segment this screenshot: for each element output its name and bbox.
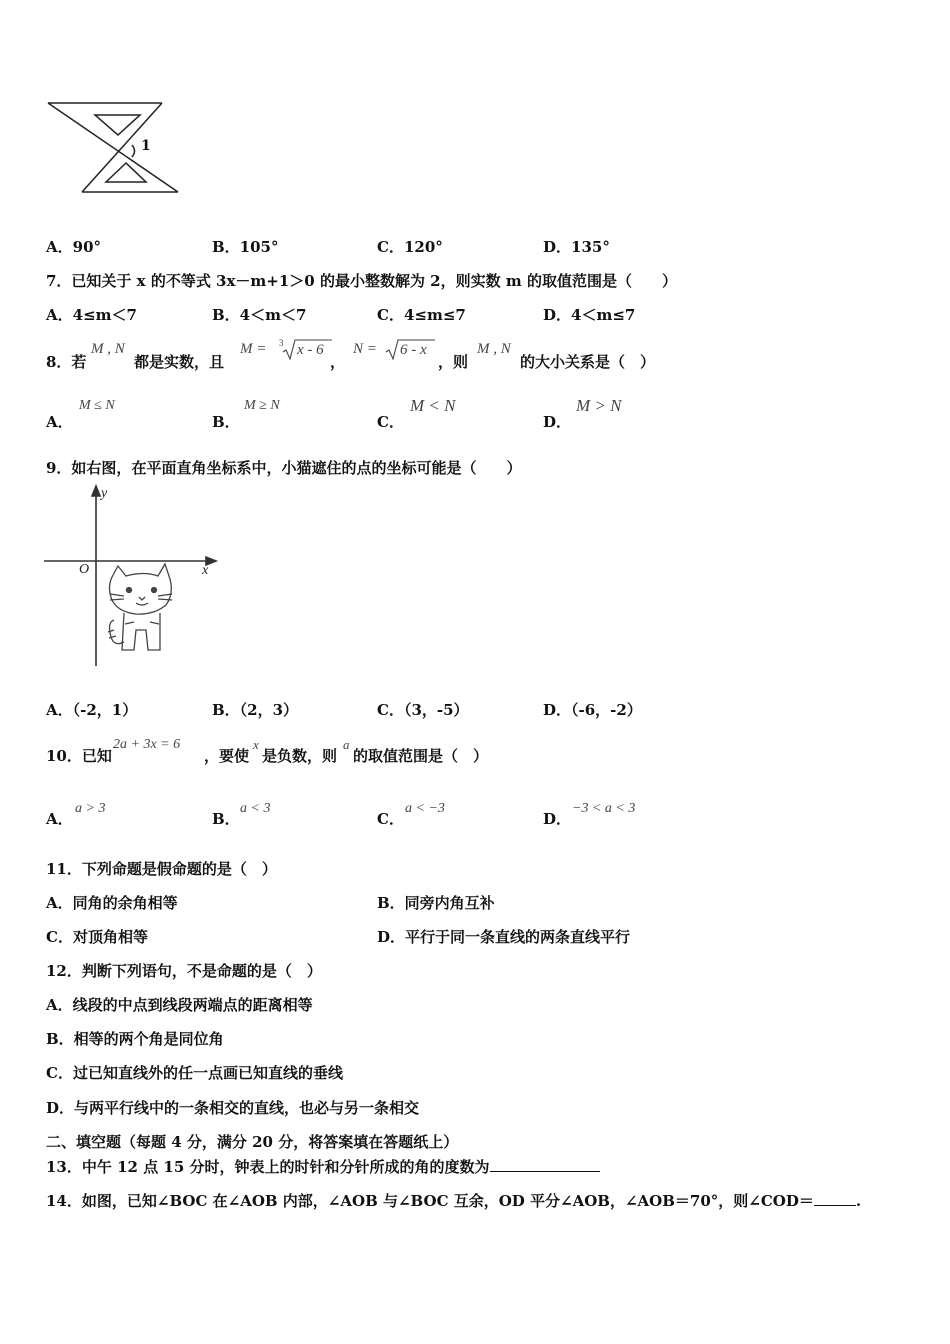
q12-option-b: B．相等的两个角是同位角 — [46, 1030, 224, 1048]
q9-option-b: B．（2，3） — [212, 701, 299, 719]
q8-text-1: 都是实数，且 — [134, 353, 225, 371]
q9-option-c: C．（3，-5） — [377, 701, 469, 719]
q8-expr-n: N = — [353, 341, 377, 357]
q10-option-c: a < −3 — [405, 801, 445, 816]
q9-origin-label: O — [79, 562, 90, 577]
q8-letter-b: B． — [212, 413, 240, 431]
q7-option-b: B．4＜m＜7 — [212, 306, 307, 324]
q11-option-b: B．同旁内角互补 — [377, 894, 495, 912]
q10-expr: 2a + 3x = 6 — [113, 737, 181, 752]
q10-text-2: 是负数，则 — [262, 747, 338, 765]
q12-option-a: A．线段的中点到线段两端点的距离相等 — [46, 996, 313, 1014]
q11-text: 11．下列命题是假命题的是（ ） — [46, 860, 277, 878]
q10-letter-c: C． — [377, 810, 404, 828]
figure-angle-label: 1 — [141, 138, 151, 154]
q8-radicand-n: 6 - x — [400, 342, 427, 358]
q13-answer-blank[interactable] — [490, 1157, 600, 1172]
q8-option-c: M < N — [410, 396, 456, 415]
q10-text-3: 的取值范围是（ ） — [353, 747, 489, 765]
q8-letter-c: C． — [377, 413, 404, 431]
q10-number: 10．已知 — [46, 747, 112, 765]
q8-mn-2: M , N — [477, 341, 511, 357]
q6-option-a: A．90° — [46, 238, 102, 256]
q12-text: 12．判断下列语句，不是命题的是（ ） — [46, 962, 322, 980]
q7-option-a: A．4≤m＜7 — [46, 306, 137, 324]
q14-answer-blank[interactable] — [814, 1191, 856, 1206]
q7-text: 7．已知关于 x 的不等式 3x－m+1＞0 的最小整数解为 2，则实数 m 的取值范围是（ ） — [46, 272, 677, 290]
q8-text-3: 的大小关系是（ ） — [520, 353, 656, 371]
q10-option-a: a > 3 — [75, 801, 106, 816]
q10-var-a: a — [343, 737, 350, 752]
q9-axis-y-label: y — [101, 486, 108, 501]
q9-text: 9．如右图，在平面直角坐标系中，小猫遮住的点的坐标可能是（ ） — [46, 459, 522, 477]
q10-var-x: x — [253, 737, 259, 752]
q10-letter-b: B． — [212, 810, 240, 828]
q8-letter-a: A． — [46, 413, 73, 431]
q14-row — [46, 1190, 861, 1211]
q8-comma: ， — [330, 353, 346, 371]
q10-letter-d: D． — [543, 810, 572, 828]
q6-option-d: D．135° — [543, 238, 610, 256]
q9-option-a: A．（-2，1） — [46, 701, 138, 719]
q10-option-d: −3 < a < 3 — [572, 801, 636, 816]
q13-text: 13．中午 12 点 15 分时，钟表上的时针和分针所成的角的度数为 — [46, 1158, 490, 1176]
q8-letter-d: D． — [543, 413, 572, 431]
q9-coordinate-figure — [40, 484, 225, 674]
q6-option-c: C．120° — [377, 238, 443, 256]
q8-root-index: 3 — [279, 338, 284, 348]
cat-icon — [108, 564, 172, 650]
q13-row — [46, 1156, 600, 1177]
q12-option-d: D．与两平行线中的一条相交的直线，也必与另一条相交 — [46, 1099, 420, 1117]
q8-expr-m: M = — [240, 341, 267, 357]
q12-option-c: C．过已知直线外的任一点画已知直线的垂线 — [46, 1064, 343, 1082]
q10-option-b: a < 3 — [240, 801, 271, 816]
q10-letter-a: A． — [46, 810, 73, 828]
q8-radicand-m: x - 6 — [297, 342, 324, 358]
q8-option-a: M ≤ N — [79, 398, 115, 413]
q8-option-d: M > N — [576, 396, 622, 415]
q8-option-b: M ≥ N — [244, 398, 280, 413]
q10-text-1: ，要使 — [204, 747, 250, 765]
q8-text-2: ，则 — [438, 353, 469, 371]
q11-option-d: D．平行于同一条直线的两条直线平行 — [377, 928, 631, 946]
q9-option-d: D．（-6，-2） — [543, 701, 642, 719]
q14-text: 14．如图，已知∠BOC 在∠AOB 内部，∠AOB 与∠BOC 互余，OD 平分∠AOB，∠AOB＝70°，则∠COD＝ — [46, 1192, 814, 1210]
q11-option-a: A．同角的余角相等 — [46, 894, 178, 912]
q7-option-d: D．4＜m≤7 — [543, 306, 636, 324]
question-6-figure — [40, 95, 190, 200]
q11-option-c: C．对顶角相等 — [46, 928, 148, 946]
q9-axis-x-label: x — [202, 563, 209, 578]
q8-number: 8．若 — [46, 353, 87, 371]
q14-end: . — [855, 1192, 862, 1210]
section-2-title: 二、填空题（每题 4 分，满分 20 分，将答案填在答题纸上） — [46, 1133, 459, 1151]
q8-mn: M , N — [91, 341, 125, 357]
q7-option-c: C．4≤m≤7 — [377, 306, 466, 324]
q6-option-b: B．105° — [212, 238, 279, 256]
